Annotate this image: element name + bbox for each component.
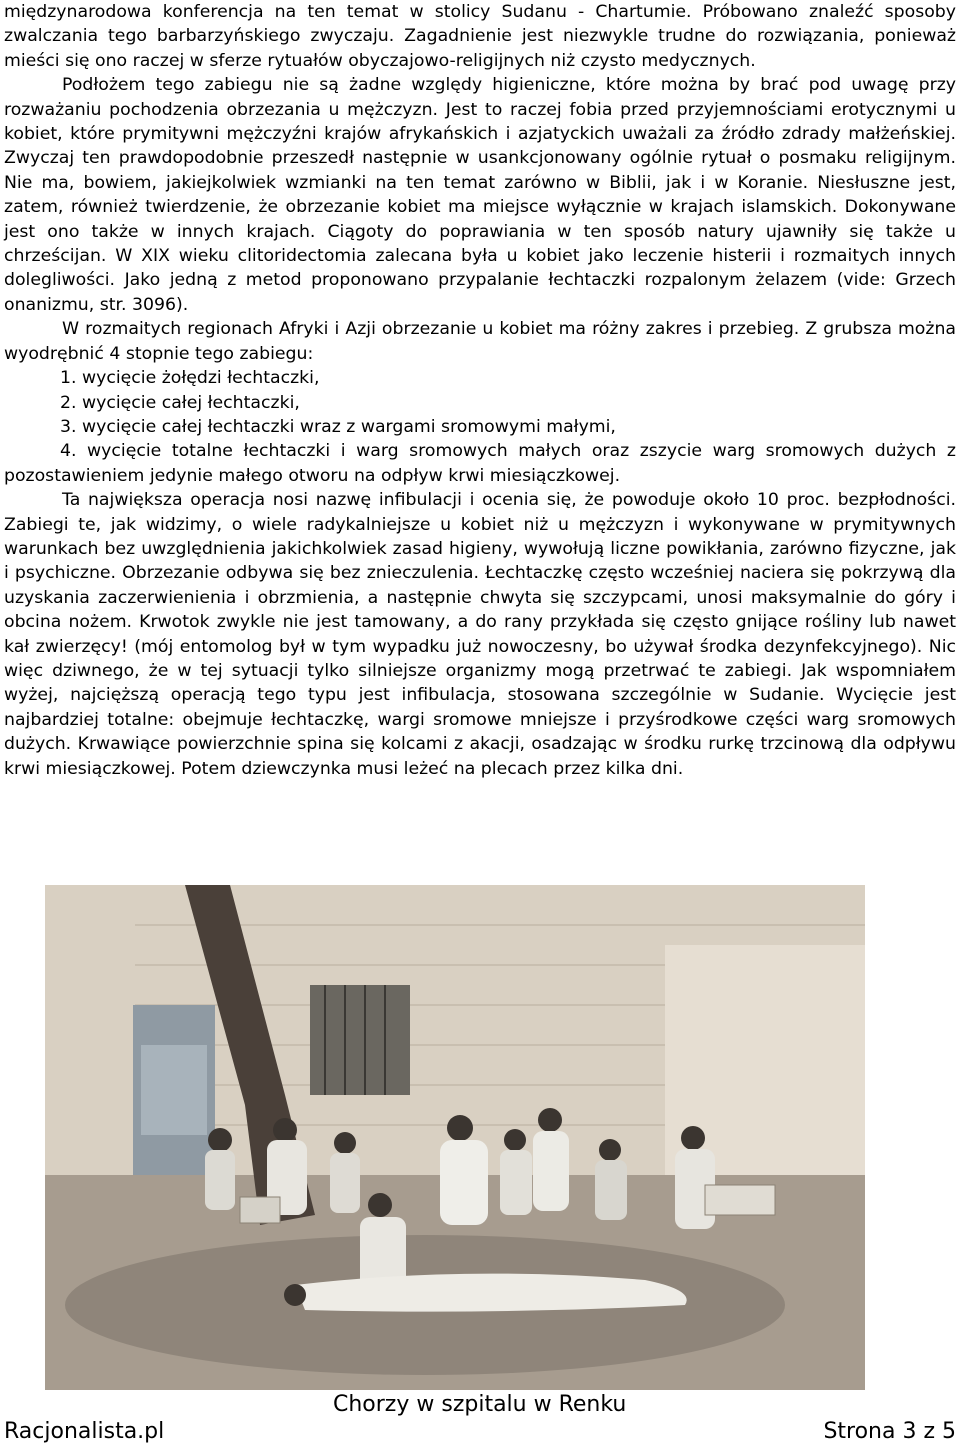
hospital-photo: [45, 885, 865, 1390]
list-item: 4. wycięcie totalne łechtaczki i warg sromowych małych oraz zszycie warg sromowych dużych z pozostawieniem jedynie małego otworu na odpływ krwi miesiączkowej.: [4, 441, 956, 486]
list-item: 1. wycięcie żołędzi łechtaczki,: [60, 368, 320, 389]
footer-page-number: Strona 3 z 5: [823, 1419, 956, 1444]
paragraph: Podłożem tego zabiegu nie są żadne względy higieniczne, które można by brać pod uwagę przy rozważaniu pochodzenia obrzezania u mężczyzn. Jest to raczej fobia przed przyjemnościami erotycznymi u kobiet, które prymitywni mężczyźni krajów afrykańskich i azjatyckich uważali za źródło zdrady małżeńskiej. Zwyczaj ten prawdopodobnie przeszedł następnie w usankcjonowany ogólnie rytuał o posmaku religijnym. Nie ma, bowiem, jakiejkolwiek wzmianki na ten temat zarówno w Biblii, jak i w Koranie. Niesłuszne jest, zatem, również twierdzenie, że obrzezanie kobiet ma miejsce wyłącznie w krajach islamskich. Dokonywane jest ono także w innych krajach. Ciągoty do poprawiania w ten sposób natury ujawniły się także u chrześcijan. W XIX wieku clitoridectomia zalecana była u kobiet jako leczenie histerii i rozmaitych innych dolegliwości. Jako jedną z metod proponowano przypalanie łechtaczki rozpalonym żelazem (vide: Grzech onanizmu, str. 3096).: [4, 75, 956, 315]
photo-caption: Chorzy w szpitalu w Renku: [333, 1392, 627, 1417]
photo-illustration: [45, 885, 865, 1390]
list-item: 2. wycięcie całej łechtaczki,: [60, 392, 300, 413]
article-text: [4, 0, 956, 781]
list-item: 3. wycięcie całej łechtaczki wraz z wargami sromowymi małymi,: [60, 416, 616, 437]
footer-site: Racjonalista.pl: [4, 1419, 165, 1444]
paragraph-continuation: międzynarodowa konferencja na ten temat w stolicy Sudanu - Chartumie. Próbowano znaleźć sposoby zwalczania tego barbarzyńskiego zwyczaju. Zagadnienie jest niezwykle trudne do rozwiązania, ponieważ mieści się ono raczej w sferze rytuałów obyczajowo-religijnych niż czysto medycznych.: [4, 2, 956, 71]
paragraph: W rozmaitych regionach Afryki i Azji obrzezanie u kobiet ma różny zakres i przebieg. Z grubsza można wyodrębnić 4 stopnie tego zabiegu:: [4, 319, 956, 364]
paragraph: Ta największa operacja nosi nazwę infibulacji i ocenia się, że powoduje około 10 proc. bezpłodności. Zabiegi te, jak widzimy, o wiele radykalniejsze u kobiet niż u mężczyzn i wykonywane w prymitywnych warunkach bez uwzględnienia jakichkolwiek zasad higieny, wywołują liczne powikłania, zarówno fizyczne, jak i psychiczne. Obrzezanie odbywa się bez znieczulenia. Łechtaczkę często wcześniej naciera się pokrzywą dla uzyskania zaczerwienienia i obrzmienia, a następnie chwyta się szczypcami, unosi maksymalnie do góry i obcina nożem. Krwotok zwykle nie jest tamowany, a do rany przykłada się często gnijące rośliny lub nawet kał zwierzęcy! (mój entomolog był w tym wypadku już nowoczesny, bo używał środka dezynfekcyjnego). Nic więc dziwnego, że w tej sytuacji tylko silniejsze organizmy mogą przetrwać te zabiegi. Jak wspomniałem wyżej, najcięższą operacją tego typu jest infibulacja, stosowana szczególnie w Sudanie. Wycięcie jest najbardziej totalne: obejmuje łechtaczkę, wargi sromowe mniejsze i przyśrodkowe części warg sromowych dużych. Krwawiące powierzchnie spina się kolcami z akacji, osadzając w środku rurkę trzcinową dla odpływu krwi miesiączkowej. Potem dziewczynka musi leżeć na plecach przez kilka dni.: [4, 490, 956, 779]
